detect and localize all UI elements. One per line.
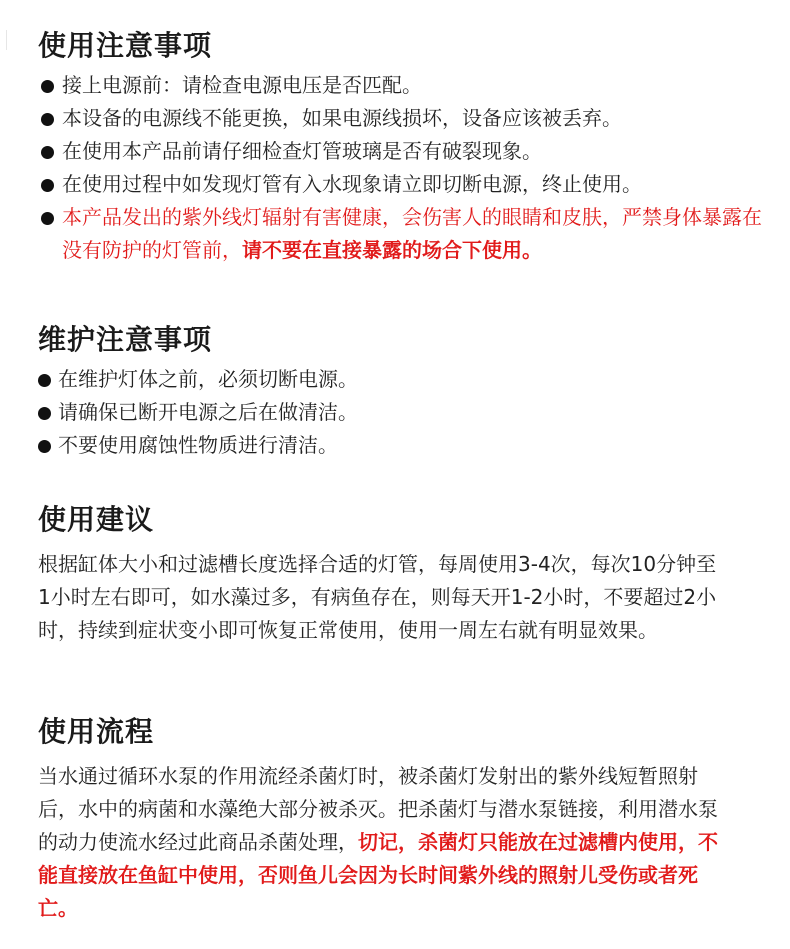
advice-heading: 使用建议: [38, 503, 155, 536]
list-item-text: 在使用过程中如发现灯管有入水现象请立即切断电源，终止使用。: [62, 172, 642, 196]
process-text: 当水通过循环水泵的作用流经杀菌灯时，被杀菌灯发射出的紫外线短暂照射后，水中的病菌和水藻绝大部分被杀灭。把杀菌灯与潜水泵链接，利用潜水泵的动力使流水经过此商品杀菌处理，: [38, 764, 718, 854]
warning-list-item: [38, 201, 770, 267]
bullet-dot-icon: [41, 179, 54, 192]
list-item: [38, 102, 770, 135]
bullet-dot-icon: [38, 440, 51, 453]
warning-emphasis-text: 请不要在直接暴露的场合下使用。: [242, 238, 542, 262]
bullet-dot-icon: [41, 113, 54, 126]
warning-text: 本产品发出的紫外线灯辐射有害健康，会伤害人的眼睛和皮肤，严禁身体暴露在没有防护的灯管前，: [62, 205, 762, 262]
list-item-text: 不要使用腐蚀性物质进行清洁。: [58, 433, 338, 457]
list-item: [38, 396, 770, 429]
bullet-dot-icon: [38, 407, 51, 420]
list-item: [38, 363, 770, 396]
list-item-text: 在使用本产品前请仔细检查灯管玻璃是否有破裂现象。: [62, 139, 542, 163]
precautions-heading: 使用注意事项: [38, 29, 213, 62]
advice-section: [38, 500, 770, 647]
list-item-text: 在维护灯体之前，必须切断电源。: [58, 367, 358, 391]
list-item-text: 本设备的电源线不能更换，如果电源线损坏，设备应该被丢弃。: [62, 106, 622, 130]
precautions-section: [38, 26, 770, 267]
process-paragraph: [38, 760, 728, 925]
list-item: [38, 168, 770, 201]
list-item: [38, 429, 770, 462]
process-heading: 使用流程: [38, 715, 155, 748]
maintenance-section: [38, 320, 770, 462]
bullet-dot-icon: [38, 374, 51, 387]
bullet-dot-icon: [41, 212, 54, 225]
maintenance-heading: 维护注意事项: [38, 323, 213, 356]
list-item-text: 接上电源前：请检查电源电压是否匹配。: [62, 73, 422, 97]
edge-divider: [6, 30, 7, 50]
process-warning-text: 切记，杀菌灯只能放在过滤槽内使用，不能直接放在鱼缸中使用，否则鱼儿会因为长时间紫外线的照射儿受伤或者死亡。: [38, 830, 718, 920]
bullet-dot-icon: [41, 146, 54, 159]
advice-paragraph: 根据缸体大小和过滤槽长度选择合适的灯管，每周使用3-4次，每次10分钟至1小时左右即可，如水藻过多，有病鱼存在，则每天开1-2小时，不要超过2小时，持续到症状变小即可恢复正常使用，使用一周左右就有明显效果。: [38, 552, 717, 642]
maintenance-list: [38, 363, 770, 462]
bullet-dot-icon: [41, 80, 54, 93]
list-item: [38, 69, 770, 102]
precautions-list: [38, 69, 770, 267]
list-item-text: 请确保已断开电源之后在做清洁。: [58, 400, 358, 424]
list-item: [38, 135, 770, 168]
process-section: [38, 712, 770, 925]
